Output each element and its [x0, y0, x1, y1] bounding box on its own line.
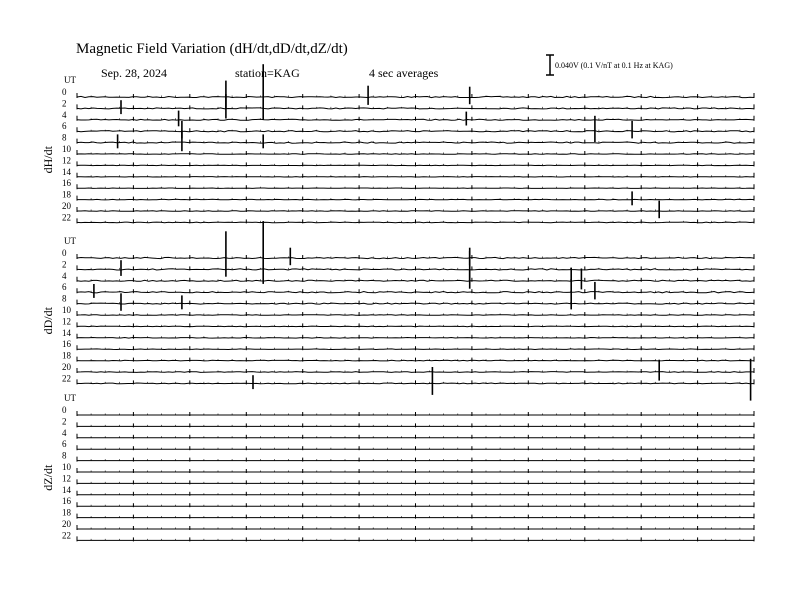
row-label: 16: [62, 178, 71, 189]
row-label: 8: [62, 293, 67, 304]
row-label: 16: [62, 496, 71, 507]
chart-title: Magnetic Field Variation (dH/dt,dD/dt,dZ/dt): [76, 41, 348, 57]
row-label: 4: [62, 109, 67, 120]
row-label: 0: [62, 405, 67, 415]
scale-bar-label: 0.040V (0.1 V/nT at 0.1 Hz at KAG): [555, 61, 673, 70]
panel-dZ-dt: [41, 393, 754, 541]
row-label: 0: [62, 87, 67, 97]
axis-label-dD-dt: dD/dt: [41, 307, 55, 335]
row-label: 10: [62, 144, 71, 154]
station-label: station=KAG: [235, 66, 300, 80]
row-label: 4: [62, 270, 67, 281]
scale-bar: [546, 55, 673, 75]
averaging-label: 4 sec averages: [369, 66, 439, 80]
ut-label: UT: [64, 75, 76, 85]
row-label: 14: [62, 484, 71, 495]
row-label: 22: [62, 212, 71, 223]
row-label: 22: [62, 530, 71, 541]
row-label: 10: [62, 305, 71, 315]
row-label: 20: [62, 201, 71, 211]
row-label: 14: [62, 327, 71, 338]
row-label: 20: [62, 519, 71, 529]
row-label: 6: [62, 121, 67, 132]
row-label: 0: [62, 248, 67, 258]
row-label: 14: [62, 166, 71, 177]
row-label: 18: [62, 350, 71, 361]
panels: [41, 64, 754, 541]
row-label: 18: [62, 189, 71, 200]
row-label: 4: [62, 427, 67, 438]
axis-label-dZ-dt: dZ/dt: [41, 464, 55, 491]
row-label: 12: [62, 473, 71, 484]
row-label: 22: [62, 373, 71, 384]
row-label: 16: [62, 339, 71, 350]
row-label: 12: [62, 155, 71, 166]
ut-label: UT: [64, 236, 76, 246]
row-label: 2: [62, 259, 67, 270]
axis-label-dH-dt: dH/dt: [41, 146, 55, 174]
panel-dH-dt: [41, 64, 754, 223]
row-label: 2: [62, 416, 67, 427]
ut-label: UT: [64, 393, 76, 403]
row-label: 6: [62, 282, 67, 293]
date-label: Sep. 28, 2024: [101, 66, 167, 80]
row-label: 8: [62, 450, 67, 461]
row-label: 10: [62, 462, 71, 472]
row-label: 18: [62, 507, 71, 518]
row-label: 12: [62, 316, 71, 327]
row-label: 2: [62, 98, 67, 109]
row-label: 6: [62, 439, 67, 450]
row-label: 8: [62, 132, 67, 143]
row-label: 20: [62, 362, 71, 372]
panel-dD-dt: [41, 221, 754, 401]
